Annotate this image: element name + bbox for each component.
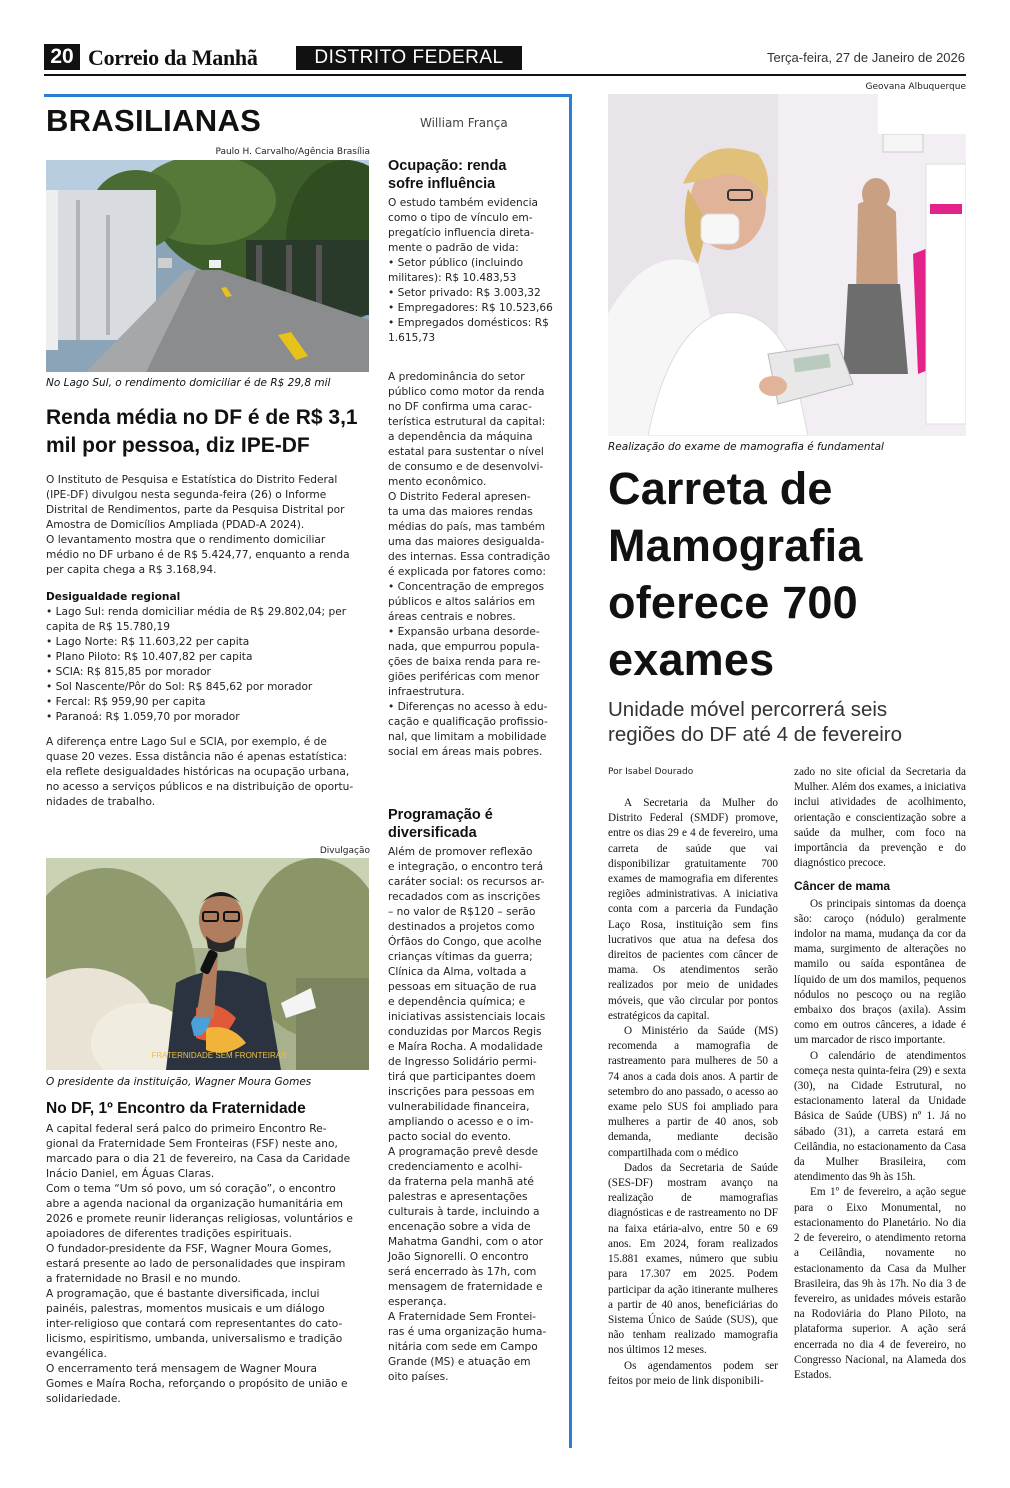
column-side-rule xyxy=(569,94,572,1448)
list-item: • Lago Norte: R$ 11.603,22 per capita xyxy=(46,636,250,648)
text-line: público como motor da renda xyxy=(388,386,545,398)
text-line: conduzidas por Marcos Regis xyxy=(388,1026,542,1038)
section-label: DISTRITO FEDERAL xyxy=(296,46,522,70)
list-item: • Diferenças no acesso à edu- xyxy=(388,701,548,713)
heading-line: diversificada xyxy=(388,825,477,841)
heading-line: Programação é xyxy=(388,807,493,823)
text-line: O encerramento terá mensagem de Wagner Moura xyxy=(46,1363,317,1375)
text-line: licismo, espiritismo, umbanda, universalismo e tradição xyxy=(46,1333,343,1345)
text-line: como o tipo de vínculo em- xyxy=(388,212,533,224)
list-item: áreas centrais e nobres. xyxy=(388,611,516,623)
text-line: inter-religioso que contará com representantes do cato- xyxy=(46,1318,343,1330)
text-line: a dependência da máquina xyxy=(388,431,533,443)
text-line: pacto social do evento. xyxy=(388,1131,512,1143)
text-line: apoiadores de diferentes tradições espirituais. xyxy=(46,1228,292,1240)
subtitle xyxy=(608,697,902,747)
photo-credit: Geovana Albuquerque xyxy=(865,82,966,92)
paragraph: Em 1º de fevereiro, a ação segue para o Eixo Monumental, no estacionamento do Planetário. No dia 2 de fevereiro, o atendimento retorna a Ceilândia, novamente no estacionamento da Casa da Mulher Brasileira, das 9h às 17h. No dia 3 de fevereiro, as unidades móveis estarão na Rodoviária do Plano Piloto, na plataforma superior. A ação será encerrada no dia 4 de fevereiro, no Congresso Nacional, na Alameda dos Estados. xyxy=(794,1186,966,1381)
list-item: 1.615,73 xyxy=(388,332,436,344)
text-line: mento econômico. xyxy=(388,476,487,488)
text-line: Clínica da Alma, voltada a xyxy=(388,966,527,978)
text-line: recadados com as inscrições xyxy=(388,891,541,903)
byline: Por Isabel Dourado xyxy=(608,767,694,777)
text-line: Órfãos do Congo, que acolhe xyxy=(388,936,542,948)
headline-line: Renda média no DF é de R$ 3,1 xyxy=(46,406,358,429)
text-line: médio no DF urbano é de R$ 5.424,77, enquanto a renda xyxy=(46,549,350,561)
text-line: mensagem de fraternidade e xyxy=(388,1281,543,1293)
headline-line: exames xyxy=(608,634,775,685)
list-item: • Sol Nascente/Pôr do Sol: R$ 845,62 por morador xyxy=(46,681,313,693)
text-line: destinados a projetos como xyxy=(388,921,535,933)
list-item: • Fercal: R$ 959,90 per capita xyxy=(46,696,206,708)
text-line: oito países. xyxy=(388,1371,449,1383)
text-line: Mahatma Gandhi, com o ator xyxy=(388,1236,544,1248)
paragraph: O calendário de atendimentos começa nesta quinta-feira (29) e sexta (30), na Cidade Estrutural, no estacionamento lateral da Unidade Básica de Saúde (UBS) nº 1. Já no sábado (31), a carreta estará em Ceilândia, no estacionamento da Casa da Mulher Brasileira, com atendimento das 9h às 15h. xyxy=(794,1049,966,1184)
text-line: abre a agenda nacional da organização humanitária em xyxy=(46,1198,343,1210)
article-body xyxy=(46,473,376,810)
article-body xyxy=(46,1122,376,1407)
text-line: evangélica. xyxy=(46,1348,107,1360)
text-line: ampliando o acesso e o im- xyxy=(388,1116,534,1128)
text-line: O estudo também evidencia xyxy=(388,197,539,209)
text-line: João Signorelli. O encontro xyxy=(388,1251,529,1263)
text-line: da fraterna pela manhã até xyxy=(388,1176,534,1188)
text-line: ta uma das maiores rendas xyxy=(388,506,533,518)
text-line: nitária com sede em Campo xyxy=(388,1341,538,1353)
text-line: inscrições para pessoas em xyxy=(388,1086,535,1098)
text-line: no DF confirma uma carac- xyxy=(388,401,532,413)
text-line: Distrital de Rendimentos, parte da Pesquisa Distrital por xyxy=(46,504,345,516)
text-line: ela reflete desigualdades históricas na ocupação urbana, xyxy=(46,766,350,778)
text-line: ras é uma organização huma- xyxy=(388,1326,547,1338)
side-heading xyxy=(388,806,493,842)
text-line: palestras e apresentações xyxy=(388,1191,528,1203)
text-line: A programação prevê desde xyxy=(388,1146,539,1158)
text-line: tirá que participantes doem xyxy=(388,1071,536,1083)
paragraph: A Secretaria da Mulher do Distrito Federal (SMDF) promove, entre os dias 29 e 4 de fevereiro, uma carreta de saúde que vai disponibilizar gratuitamente 700 exames de mamografia em diferentes regiões administrativas. A iniciativa conta com a parceria da Fundação Laço Rosa, instituição sem fins lucrativos que atua na defesa dos direitos de pacientes com câncer de mama. Os atendimentos serão realizados por meio de unidades móveis, que vão circular por pontos estratégicos da capital. xyxy=(608,797,778,1022)
text-line: 2026 e promete reunir lideranças religiosas, voluntários e xyxy=(46,1213,353,1225)
headline-line: Mamografia xyxy=(608,520,863,571)
text-line: A capital federal será palco do primeiro Encontro Re- xyxy=(46,1123,327,1135)
article-column-1 xyxy=(608,796,778,1389)
list-item: ções de baixa renda para re- xyxy=(388,656,541,668)
text-line: Com o tema “Um só povo, um só coração”, o encontro xyxy=(46,1183,336,1195)
text-line: credenciamento e acolhi- xyxy=(388,1161,523,1173)
list-item: • Empregadores: R$ 10.523,66 xyxy=(388,302,553,314)
text-line: encenação sobre a vida de xyxy=(388,1221,531,1233)
list-item: • Setor público (incluindo xyxy=(388,257,524,269)
street-photo xyxy=(46,160,369,372)
list-item: cação e qualificação profissio- xyxy=(388,716,548,728)
paragraph: Dados da Secretaria de Saúde (SES-DF) mostram avanço na realização de mamografias diagnósticas e de rastreamento no DF na faixa etária-alvo, entre 50 e 69 anos. Em 2024, foram realizados 15.881 exames, número que subiu para 17.307 em 2025. Podem participar da ação itinerante mulheres a partir de 40 anos, beneficiárias do Sistema Único de Saúde (SUS), que não tenham realizado mamografia nos últimos 12 meses. xyxy=(608,1161,778,1357)
list-item: nada, que empurrou popula- xyxy=(388,641,540,653)
column-title: BRASILIANAS xyxy=(46,103,262,138)
article-headline: No DF, 1º Encontro da Fraternidade xyxy=(46,1100,306,1117)
list-item: • Lago Sul: renda domiciliar média de R$ 29.802,04; per xyxy=(46,606,347,618)
page-number: 20 xyxy=(44,44,80,70)
text-line: iniciativas assistenciais locais xyxy=(388,1011,546,1023)
text-line: O fundador-presidente da FSF, Wagner Moura Gomes, xyxy=(46,1243,332,1255)
text-line: é explicada por fatores como: xyxy=(388,566,546,578)
header-divider xyxy=(44,74,966,76)
text-line: estatal para sustentar o nível xyxy=(388,446,544,458)
list-item: • Expansão urbana desorde- xyxy=(388,626,540,638)
side-heading xyxy=(388,157,506,193)
column-top-rule xyxy=(44,94,571,97)
text-line: será encerrado às 17h, com xyxy=(388,1266,537,1278)
newspaper-masthead: Correio da Manhã xyxy=(88,45,258,70)
side-body xyxy=(388,196,566,760)
text-line: estará presente ao lado de personalidades que inspiram xyxy=(46,1258,346,1270)
text-line: A diferença entre Lago Sul e SCIA, por exemplo, é de xyxy=(46,736,327,748)
text-line: gional da Fraternidade Sem Fronteiras (FSF) neste ano, xyxy=(46,1138,338,1150)
text-line: uma das maiores desigualda- xyxy=(388,536,545,548)
headline-line: mil por pessoa, diz IPE-DF xyxy=(46,434,310,457)
article-column-2 xyxy=(794,765,966,1383)
text-line: Inácio Daniel, em Águas Claras. xyxy=(46,1168,215,1180)
text-line: terística estrutural da capital: xyxy=(388,416,546,428)
text-line: marcado para o dia 21 de fevereiro, na Casa da Caridade xyxy=(46,1153,351,1165)
photo-caption: No Lago Sul, o rendimento domiciliar é de R$ 29,8 mil xyxy=(46,377,331,389)
text-line: pregatício influencia direta- xyxy=(388,227,534,239)
text-line: nidades de trabalho. xyxy=(46,796,156,808)
list-item: • Concentração de empregos xyxy=(388,581,544,593)
text-line: médias do país, mas também xyxy=(388,521,546,533)
text-line: e Maíra Rocha. A modalidade xyxy=(388,1041,543,1053)
text-line: Gomes e Maíra Rocha, reforçando o propósito de união e xyxy=(46,1378,348,1390)
shirt-text: FRATERNIDADE SEM FRONTEIRAS xyxy=(151,1051,287,1060)
speaker-photo xyxy=(46,858,369,1070)
text-line: culturais à tarde, incluindo a xyxy=(388,1206,540,1218)
text-line: Amostra de Domicílios Ampliada (PDAD-A 2024). xyxy=(46,519,305,531)
paragraph: O Ministério da Saúde (MS) recomenda a mamografia de rastreamento para mulheres de 50 a 74 anos a cada dois anos. A partir de setembro do ano passado, o acesso ao exame pelo SUS foi ampliado para mulheres a partir de 40 anos, sob demanda, mediante decisão compartilhada com o médico xyxy=(608,1025,778,1159)
text-line: painéis, palestras, momentos musicais e um diálogo xyxy=(46,1303,325,1315)
text-line: (IPE-DF) divulgou nesta segunda-feira (26) o Informe xyxy=(46,489,327,501)
photo-caption: Realização do exame de mamografia é fundamental xyxy=(608,441,884,453)
text-line: no acesso a serviços públicos e na distribuição de oportu- xyxy=(46,781,354,793)
text-line: O levantamento mostra que o rendimento domiciliar xyxy=(46,534,326,546)
text-line: A programação, que é bastante diversificada, inclui xyxy=(46,1288,320,1300)
main-headline xyxy=(608,460,863,688)
columnist-name: William França xyxy=(420,116,508,130)
photo-credit: Divulgação xyxy=(319,846,370,856)
paragraph: zado no site oficial da Secretaria da Mulher. Além dos exames, a iniciativa inclui atividades de acolhimento, orientação e conscientização sobre a saúde da mulher, com foco na importância da prevenção e do diagnóstico precoce. xyxy=(794,766,966,870)
text-line: de Ingresso Solidário permi- xyxy=(388,1056,537,1068)
list-item: • SCIA: R$ 815,85 por morador xyxy=(46,666,211,678)
subtitle-line: regiões do DF até 4 de fevereiro xyxy=(608,723,902,746)
subheading: Câncer de mama xyxy=(794,879,891,894)
text-line: solidariedade. xyxy=(46,1393,121,1405)
text-line: Grande (MS) e atuação em xyxy=(388,1356,531,1368)
text-line: esperança. xyxy=(388,1296,447,1308)
text-line: per capita chega a R$ 3.168,94. xyxy=(46,564,217,576)
subheading: Desigualdade regional xyxy=(46,591,181,603)
text-line: quase 20 vezes. Essa distância não é apenas estatística: xyxy=(46,751,348,763)
text-line: – no valor de R$120 – serão xyxy=(388,906,536,918)
text-line: mente o padrão de vida: xyxy=(388,242,519,254)
text-line: A Fraternidade Sem Frontei- xyxy=(388,1311,537,1323)
text-line: O Distrito Federal apresen- xyxy=(388,491,531,503)
text-line: de consumo e de desenvolvi- xyxy=(388,461,544,473)
text-line: e dependência química; e xyxy=(388,996,526,1008)
article-headline xyxy=(46,404,376,460)
text-line: crianças vítimas da guerra; xyxy=(388,951,533,963)
list-item: militares): R$ 10.483,53 xyxy=(388,272,517,284)
list-item: • Empregados domésticos: R$ xyxy=(388,317,549,329)
list-item: • Paranoá: R$ 1.059,70 por morador xyxy=(46,711,240,723)
text-line: e integração, o encontro terá xyxy=(388,861,544,873)
list-item: capita de R$ 15.780,19 xyxy=(46,621,170,633)
mammography-photo xyxy=(608,94,966,436)
list-item: públicos e altos salários em xyxy=(388,596,536,608)
headline-line: oferece 700 xyxy=(608,577,858,628)
heading-line: Ocupação: renda xyxy=(388,158,507,174)
heading-line: sofre influência xyxy=(388,176,496,192)
side-body xyxy=(388,845,566,1385)
list-item: • Plano Piloto: R$ 10.407,82 per capita xyxy=(46,651,253,663)
photo-credit: Paulo H. Carvalho/Agência Brasília xyxy=(215,147,370,157)
paragraph: Os agendamentos podem ser feitos por meio de link disponibili- xyxy=(608,1359,778,1387)
list-item: social em áreas mais pobres. xyxy=(388,746,543,758)
text-line: des internas. Essa contradição xyxy=(388,551,551,563)
text-line: pessoas em situação de rua xyxy=(388,981,537,993)
text-line: A predominância do setor xyxy=(388,371,525,383)
photo-caption: O presidente da instituição, Wagner Moura Gomes xyxy=(46,1076,312,1088)
text-line: O Instituto de Pesquisa e Estatística do Distrito Federal xyxy=(46,474,338,486)
list-item: giões periféricas com menor xyxy=(388,671,540,683)
text-line: Além de promover reflexão xyxy=(388,846,533,858)
headline-line: Carreta de xyxy=(608,463,833,514)
text-line: caráter social: os recursos ar- xyxy=(388,876,545,888)
paragraph: Os principais sintomas da doença são: caroço (nódulo) geralmente indolor na mama, mudança da cor da mama, surgimento de alterações no mamilo ou saída espontânea de líquido de um dos mamilos, pequenos nódulos no pescoço ou na região embaixo dos braços (axila). Assim como em outros cânceres, a idade é um marcador de risco importante. xyxy=(794,897,966,1047)
issue-date: Terça-feira, 27 de Janeiro de 2026 xyxy=(766,50,965,65)
text-line: a fraternidade no Brasil e no mundo. xyxy=(46,1273,241,1285)
list-item: • Setor privado: R$ 3.003,32 xyxy=(388,287,541,299)
subtitle-line: Unidade móvel percorrerá seis xyxy=(608,698,888,721)
list-item: nal, que limitam a mobilidade xyxy=(388,731,547,743)
text-line: vulnerabilidade financeira, xyxy=(388,1101,530,1113)
list-item: infraestrutura. xyxy=(388,686,465,698)
